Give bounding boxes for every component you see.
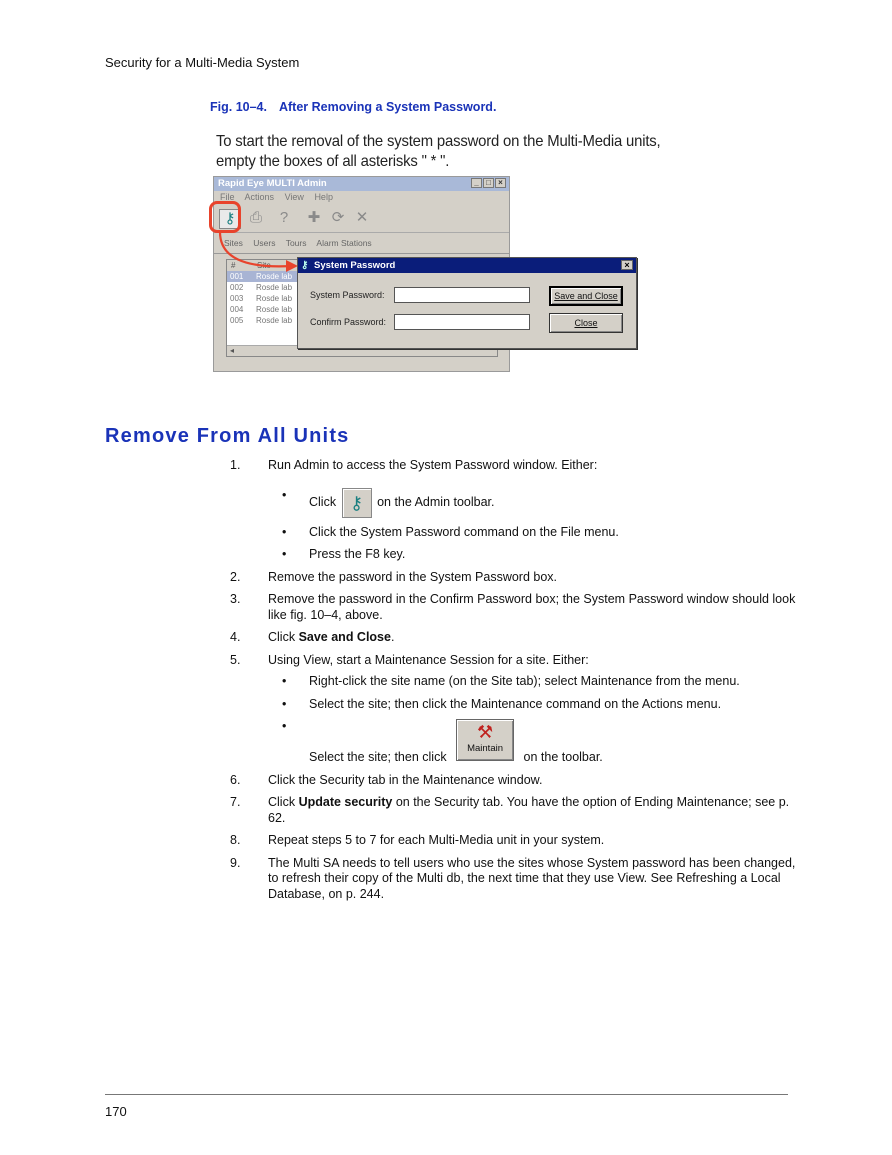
bullet-item: • Select the site; then click ⚒ Maintain on the toolbar. (282, 719, 603, 764)
maximize-icon[interactable]: □ (483, 178, 494, 188)
admin-menubar (214, 191, 509, 204)
step-3: 3. Remove the password in the Confirm Password box; the System Password window should look like fig. 10–4, above. (230, 592, 796, 622)
confirm-password-label: Confirm Password: (310, 317, 387, 327)
step-8: 8. Repeat steps 5 to 7 for each Multi-Media unit in your system. (230, 833, 605, 847)
wrench-icon: ⚒ (476, 722, 494, 742)
bullet-item: • Press the F8 key. (282, 547, 406, 561)
tab-sites[interactable]: Sites (224, 238, 243, 248)
step-5: 5. Using View, start a Maintenance Session for a site. Either: • Right-click the site name (on the Site tab); select Maintenance from the menu. • Select the site; then click the Maintenance command on the Actions menu. • Select the site; then click ⚒ Maintain on the toolbar. (230, 653, 800, 766)
figure-instruction (216, 132, 661, 172)
minimize-icon[interactable]: _ (471, 178, 482, 188)
admin-window-title: Rapid Eye MULTI Admin (218, 178, 327, 189)
list-item[interactable]: 005 Rosde lab (230, 316, 293, 325)
list-item[interactable]: 003 Rosde lab (230, 294, 293, 303)
tab-users[interactable]: Users (253, 238, 276, 248)
figure-instruction-line-2: empty the boxes of all asterisks " * ". (216, 153, 450, 170)
help-icon[interactable]: ? (279, 209, 289, 226)
dialog-title: System Password (314, 260, 396, 271)
horizontal-scrollbar[interactable]: ◂ (227, 345, 497, 356)
dialog-titlebar (298, 258, 636, 273)
figure-instruction-line-1: To start the removal of the system password on the Multi-Media units, (216, 133, 661, 150)
bullet-item: • Select the site; then click the Maintenance command on the Actions menu. (282, 696, 722, 711)
list-item[interactable]: 001 Rosde lab (227, 271, 497, 282)
maintain-button (456, 719, 514, 761)
step-number: 1. (230, 458, 241, 472)
figure-number: Fig. 10–4. (210, 100, 267, 114)
save-and-close-button[interactable]: Save and Close (549, 286, 623, 306)
step-1 (230, 458, 800, 563)
bullet-item: • Click ⚷ on the Admin toolbar. (268, 488, 800, 518)
system-password-dialog (297, 257, 637, 349)
step-text: Run Admin to access the System Password window. Either: (268, 458, 598, 472)
delete-icon[interactable]: ✕ (355, 209, 369, 226)
system-password-label: System Password: (310, 290, 385, 300)
step-6: 6. Click the Security tab in the Maintenance window. (230, 772, 543, 787)
bullet-item: • Click the System Password command on the File menu. (282, 524, 619, 539)
close-button[interactable]: Close (549, 313, 623, 333)
page-number: 170 (105, 1104, 127, 1119)
add-icon[interactable]: ✚ (307, 209, 321, 226)
system-password-input[interactable] (394, 287, 530, 303)
step-7: 7. Click Update security on the Security tab. You have the option of Ending Maintenance; see p. 62. (230, 795, 790, 825)
key-icon: ⚷ (301, 260, 309, 271)
bullet-item: • Right-click the site name (on the Site tab); select Maintenance from the menu. (282, 674, 740, 688)
admin-window-titlebar (214, 177, 509, 191)
list-item[interactable]: 004 Rosde lab (230, 305, 293, 314)
tab-alarm-stations[interactable]: Alarm Stations (316, 238, 372, 248)
list-item[interactable]: 002 Rosde lab (230, 283, 293, 292)
menu-help[interactable]: Help (314, 192, 333, 202)
column-header-site: Site (257, 261, 271, 270)
steps-list (230, 458, 800, 909)
footer-rule (105, 1094, 788, 1095)
confirm-password-input[interactable] (394, 314, 530, 330)
section-heading: Remove From All Units (105, 425, 350, 447)
running-header: Security for a Multi-Media System (105, 55, 300, 70)
tab-tours[interactable]: Tours (285, 238, 307, 248)
column-header-number: # (231, 261, 236, 270)
menu-actions[interactable]: Actions (244, 192, 275, 202)
arrow-icon (200, 220, 310, 280)
figure-caption-text: After Removing a System Password. (278, 100, 497, 114)
refresh-icon[interactable]: ⟳ (331, 209, 345, 226)
menu-view[interactable]: View (284, 192, 304, 202)
figure-caption (210, 100, 496, 114)
printer-icon[interactable]: ⎙ (249, 209, 262, 226)
maintain-label: Maintain (467, 742, 504, 754)
close-icon[interactable]: × (495, 178, 506, 188)
close-icon[interactable]: × (621, 260, 633, 270)
key-icon[interactable]: ⚷ (219, 209, 241, 229)
menu-file[interactable]: File (220, 192, 235, 202)
step-9: 9. The Multi SA needs to tell users who use the sites whose System password has been changed, to refresh their copy of the Multi db, the next time that they use View. See Refreshing a Local Database, on p. 244. (230, 855, 796, 901)
step-4: 4. Click Save and Close. (230, 630, 395, 644)
step-2: 2. Remove the password in the System Password box. (230, 569, 558, 584)
key-icon: ⚷ (342, 488, 372, 518)
